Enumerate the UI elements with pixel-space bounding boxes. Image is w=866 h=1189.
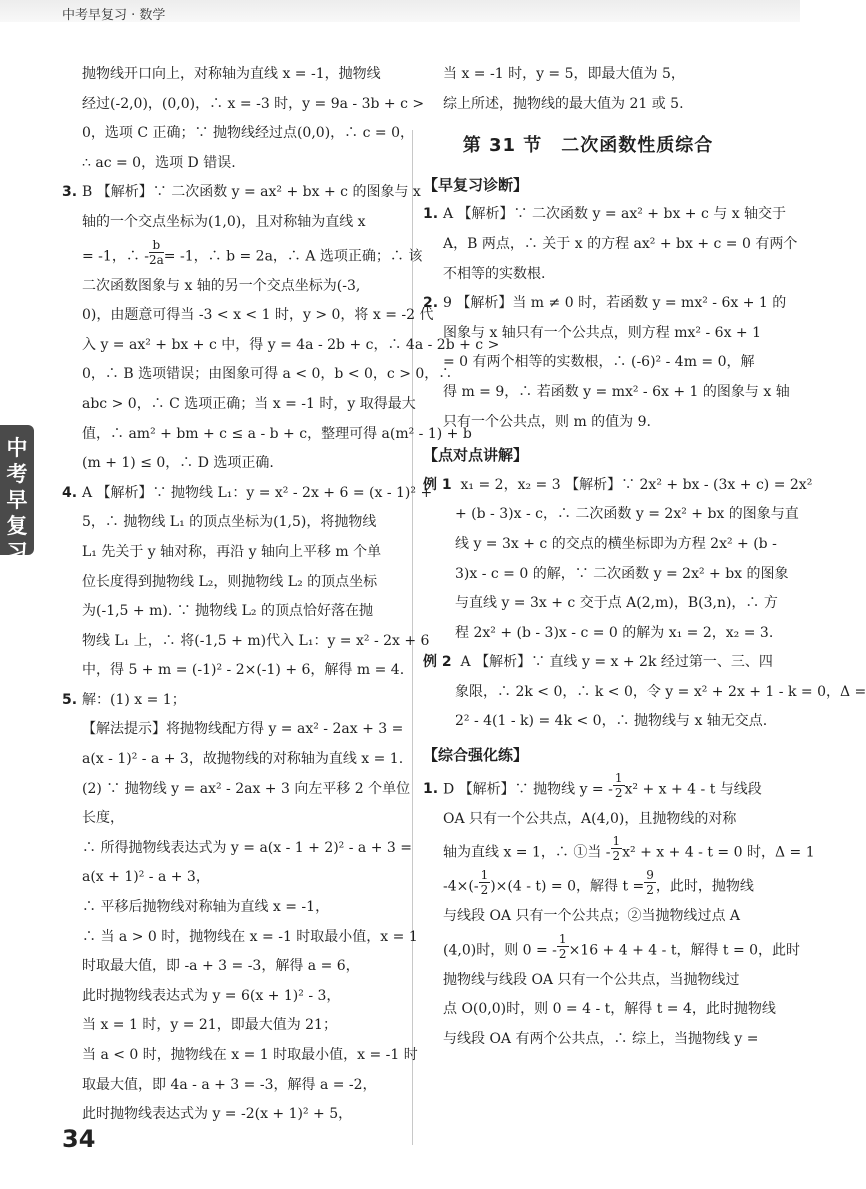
running-head: 中考早复习 · 数学 xyxy=(62,8,166,23)
text-fragment: D 【解析】∵ 抛物线 y = - xyxy=(443,781,613,798)
question-4 xyxy=(62,479,433,509)
fraction-numerator: 9 xyxy=(646,868,654,883)
text-line: 此时抛物线表达式为 y = -2(x + 1)² + 5， xyxy=(82,1106,353,1123)
text-line: 时取最大值，即 -a + 3 = -3，解得 a = 6， xyxy=(82,958,360,975)
fraction-numerator: 1 xyxy=(612,834,621,849)
text-line: 中，得 5 + m = (-1)² - 2×(-1) + 6，解得 m = 4. xyxy=(82,662,405,679)
fraction xyxy=(611,834,623,863)
text-line: 经过(-2,0)，(0,0)，∴ x = -3 时，y = 9a - 3b + c > xyxy=(82,95,425,112)
text-line: ∴ 当 a > 0 时，抛物线在 x = -1 时取最小值，x = 1 xyxy=(82,928,418,945)
text-line: L₁ 先关于 y 轴对称，再沿 y 轴向上平移 m 个单 xyxy=(82,543,382,560)
text-line: 0)，由题意可得当 -3 < x < 1 时，y > 0，将 x = -2 代 xyxy=(82,307,434,324)
fraction-denominator: 2a xyxy=(149,252,164,267)
text-line: (m + 1) ≤ 0，∴ D 选项正确. xyxy=(82,455,274,472)
text-line: 入 y = ax² + bx + c 中，得 y = 4a - 2b + c，∴ 4a - 2b + c > xyxy=(82,336,500,353)
text-line: 程 2x² + (b - 3)x - c = 0 的解为 x₁ = 2，x₂ = 3. xyxy=(455,624,774,641)
text-line: 线 y = 3x + c 的交点的横坐标即为方程 2x² + (b - xyxy=(455,535,777,552)
text-line: 当 a < 0 时，抛物线在 x = 1 时取最小值，x = -1 时 xyxy=(82,1047,418,1063)
text-line: 象限，∴ 2k < 0，∴ k < 0，令 y = x² + 2x + 1 - k = 0，Δ = xyxy=(455,683,866,700)
text-fragment: (4,0)时，则 0 = - xyxy=(443,942,557,959)
fraction-denominator: 2 xyxy=(480,883,489,898)
question-number: 4. xyxy=(62,484,78,501)
text-fragment: x² + x + 4 - t 与线段 xyxy=(624,781,762,798)
subsection-heading: 【综合强化练】 xyxy=(423,746,529,765)
fraction xyxy=(644,868,656,897)
text-line: 得 m = 9，∴ 若函数 y = mx² - 6x + 1 的图象与 x 轴 xyxy=(443,383,790,400)
text-fragment: -4×(- xyxy=(443,878,479,895)
right-column xyxy=(423,60,866,1055)
subsection-heading: 【早复习诊断】 xyxy=(423,175,529,194)
text-line: 当 x = 1 时，y = 21，即最大值为 21； xyxy=(82,1017,337,1034)
exercise-1 xyxy=(423,770,762,805)
fraction xyxy=(479,868,491,897)
question-number: 1. xyxy=(423,206,439,223)
text-line: ∴ 平移后抛物线对称轴为直线 x = -1， xyxy=(82,899,330,916)
fraction-denominator: 2 xyxy=(558,946,567,961)
text-line-with-fraction xyxy=(423,931,801,966)
text-line: 此时抛物线表达式为 y = 6(x + 1)² - 3， xyxy=(82,987,341,1004)
text-fragment: x² + x + 4 - t = 0 时，Δ = 1 xyxy=(622,844,815,861)
text-line: 轴的一个交点坐标为(1,0)，且对称轴为直线 x xyxy=(82,213,366,230)
text-line: 【解法提示】将抛物线配方得 y = ax² - 2ax + 3 = xyxy=(82,721,404,738)
text-line: B 【解析】∵ 二次函数 y = ax² + bx + c 的图象与 x xyxy=(82,184,421,201)
text-line: 点 O(0,0)时，则 0 = 4 - t，解得 t = 4，此时抛物线 xyxy=(443,1001,776,1018)
text-fragment: = -1，∴ - xyxy=(82,247,149,264)
text-line: abc > 0，∴ C 选项正确；当 x = -1 时，y 取得最大 xyxy=(82,395,416,412)
text-line: 当 x = -1 时，y = 5，即最大值为 5， xyxy=(443,66,685,82)
text-line: (2) ∵ 抛物线 y = ax² - 2ax + 3 向左平移 2 个单位 xyxy=(82,780,411,797)
question-5 xyxy=(62,686,407,716)
fraction-denominator: 2 xyxy=(614,785,623,800)
text-line: 只有一个公共点，则 m 的值为 9. xyxy=(443,413,651,430)
text-line: 图象与 x 轴只有一个公共点，则方程 mx² - 6x + 1 xyxy=(443,324,762,341)
text-line: 0，选项 C 正确；∵ 抛物线经过点(0,0)，∴ c = 0， xyxy=(82,125,414,142)
text-line: 与直线 y = 3x + c 交于点 A(2,m)，B(3,n)，∴ 方 xyxy=(455,595,778,612)
text-line: A 【解析】∵ 抛物线 L₁：y = x² - 2x + 6 = (x - 1)² + xyxy=(82,484,433,501)
fraction-numerator: 1 xyxy=(614,770,623,785)
text-line: = 0 有两个相等的实数根，∴ (-6)² - 4m = 0，解 xyxy=(443,354,755,371)
fraction-denominator: 2 xyxy=(612,849,621,864)
text-line: + (b - 3)x - c，∴ 二次函数 y = 2x² + bx 的图象与直 xyxy=(455,506,799,523)
fraction-numerator: 1 xyxy=(480,868,489,883)
text-line: 不相等的实数根. xyxy=(443,265,546,282)
text-line: 3)x - c = 0 的解，∵ 二次函数 y = 2x² + bx 的图象 xyxy=(455,565,789,582)
text-line: 综上所述，抛物线的最大值为 21 或 5. xyxy=(443,95,684,112)
text-line: A 【解析】∵ 二次函数 y = ax² + bx + c 与 x 轴交于 xyxy=(443,206,787,223)
fraction-numerator: b xyxy=(149,238,164,253)
text-fragment: ×16 + 4 + 4 - t，解得 t = 0，此时 xyxy=(568,942,801,959)
text-line: 抛物线开口向上，对称轴为直线 x = -1，抛物线 xyxy=(82,66,381,82)
subsection-heading: 【点对点讲解】 xyxy=(423,446,529,465)
text-fragment: = -1，∴ b = 2a，∴ A 选项正确；∴ 该 xyxy=(163,247,423,264)
text-line: ∴ 所得抛物线表达式为 y = a(x - 1 + 2)² - a + 3 = xyxy=(82,839,412,856)
side-tab: 中考早复习 xyxy=(0,425,34,555)
fraction xyxy=(613,771,625,800)
diagnosis-1 xyxy=(423,200,787,230)
example-1 xyxy=(423,471,813,501)
text-fragment: )×(4 - t) = 0，解得 t = xyxy=(490,878,645,895)
section-title: 第 31 节 二次函数性质综合 xyxy=(462,135,714,157)
question-3 xyxy=(62,178,421,208)
question-number: 1. xyxy=(423,781,439,798)
text-line: 取最大值，即 4a - a + 3 = -3，解得 a = -2， xyxy=(82,1076,377,1093)
fraction-numerator: 1 xyxy=(558,931,567,946)
text-line: 值，∴ am² + bm + c ≤ a - b + c，整理可得 a(m² - 1) + b xyxy=(82,425,472,442)
fraction-denominator: 2 xyxy=(646,883,654,898)
diagnosis-2 xyxy=(423,289,787,319)
example-2 xyxy=(423,648,773,678)
text-line: x₁ = 2，x₂ = 3 【解析】∵ 2x² + bx - (3x + c) = 2x² xyxy=(460,476,813,493)
text-line: 物线 L₁ 上，∴ 将(-1,5 + m)代入 L₁：y = x² - 2x + 6 xyxy=(82,632,430,649)
text-line: 二次函数图象与 x 轴的另一个交点坐标为(-3, xyxy=(82,277,361,294)
fraction xyxy=(557,932,569,961)
text-line: 抛物线与线段 OA 只有一个公共点，当抛物线过 xyxy=(443,971,740,988)
text-line: A，B 两点，∴ 关于 x 的方程 ax² + bx + c = 0 有两个 xyxy=(443,235,798,252)
text-line: 为(-1,5 + m). ∵ 抛物线 L₂ 的顶点恰好落在抛 xyxy=(82,603,373,620)
example-label: 例 1 xyxy=(423,476,452,493)
text-line: OA 只有一个公共点，A(4,0)，且抛物线的对称 xyxy=(443,810,737,827)
text-line: 9 【解析】当 m ≠ 0 时，若函数 y = mx² - 6x + 1 的 xyxy=(443,295,787,312)
text-line: 长度， xyxy=(82,810,124,827)
text-fragment: 轴为直线 x = 1，∴ ①当 - xyxy=(443,844,611,861)
text-line: 解：(1) x = 1； xyxy=(82,691,186,708)
text-fragment: ，此时，抛物线 xyxy=(655,878,754,895)
question-number: 5. xyxy=(62,691,78,708)
text-line: a(x - 1)² - a + 3，故抛物线的对称轴为直线 x = 1. xyxy=(82,751,404,768)
fraction xyxy=(149,238,164,267)
text-line: 与线段 OA 只有一个公共点；②当抛物线过点 A xyxy=(443,908,741,925)
text-line: a(x + 1)² - a + 3， xyxy=(82,869,210,886)
text-line-with-fraction xyxy=(423,868,753,902)
text-line: A 【解析】∵ 直线 y = x + 2k 经过第一、三、四 xyxy=(460,654,773,671)
page-number: 34 xyxy=(62,1125,96,1153)
text-line: 5，∴ 抛物线 L₁ 的顶点坐标为(1,5)，将抛物线 xyxy=(82,514,377,531)
example-label: 例 2 xyxy=(423,654,452,671)
text-line: ∴ ac = 0，选项 D 错误. xyxy=(82,154,236,171)
text-line-with-fraction xyxy=(62,237,423,272)
text-line: 位长度得到抛物线 L₂，则抛物线 L₂ 的顶点坐标 xyxy=(82,573,378,590)
text-line: 0，∴ B 选项错误；由图象可得 a < 0，b < 0，c > 0，∴ xyxy=(82,366,453,383)
text-line: 2² - 4(1 - k) = 4k < 0，∴ 抛物线与 x 轴无交点. xyxy=(455,713,768,730)
text-line-with-fraction xyxy=(423,834,815,868)
question-number: 3. xyxy=(62,184,78,201)
question-number: 2. xyxy=(423,295,439,312)
text-line: 与线段 OA 有两个公共点，∴ 综上，当抛物线 y = xyxy=(443,1031,759,1048)
